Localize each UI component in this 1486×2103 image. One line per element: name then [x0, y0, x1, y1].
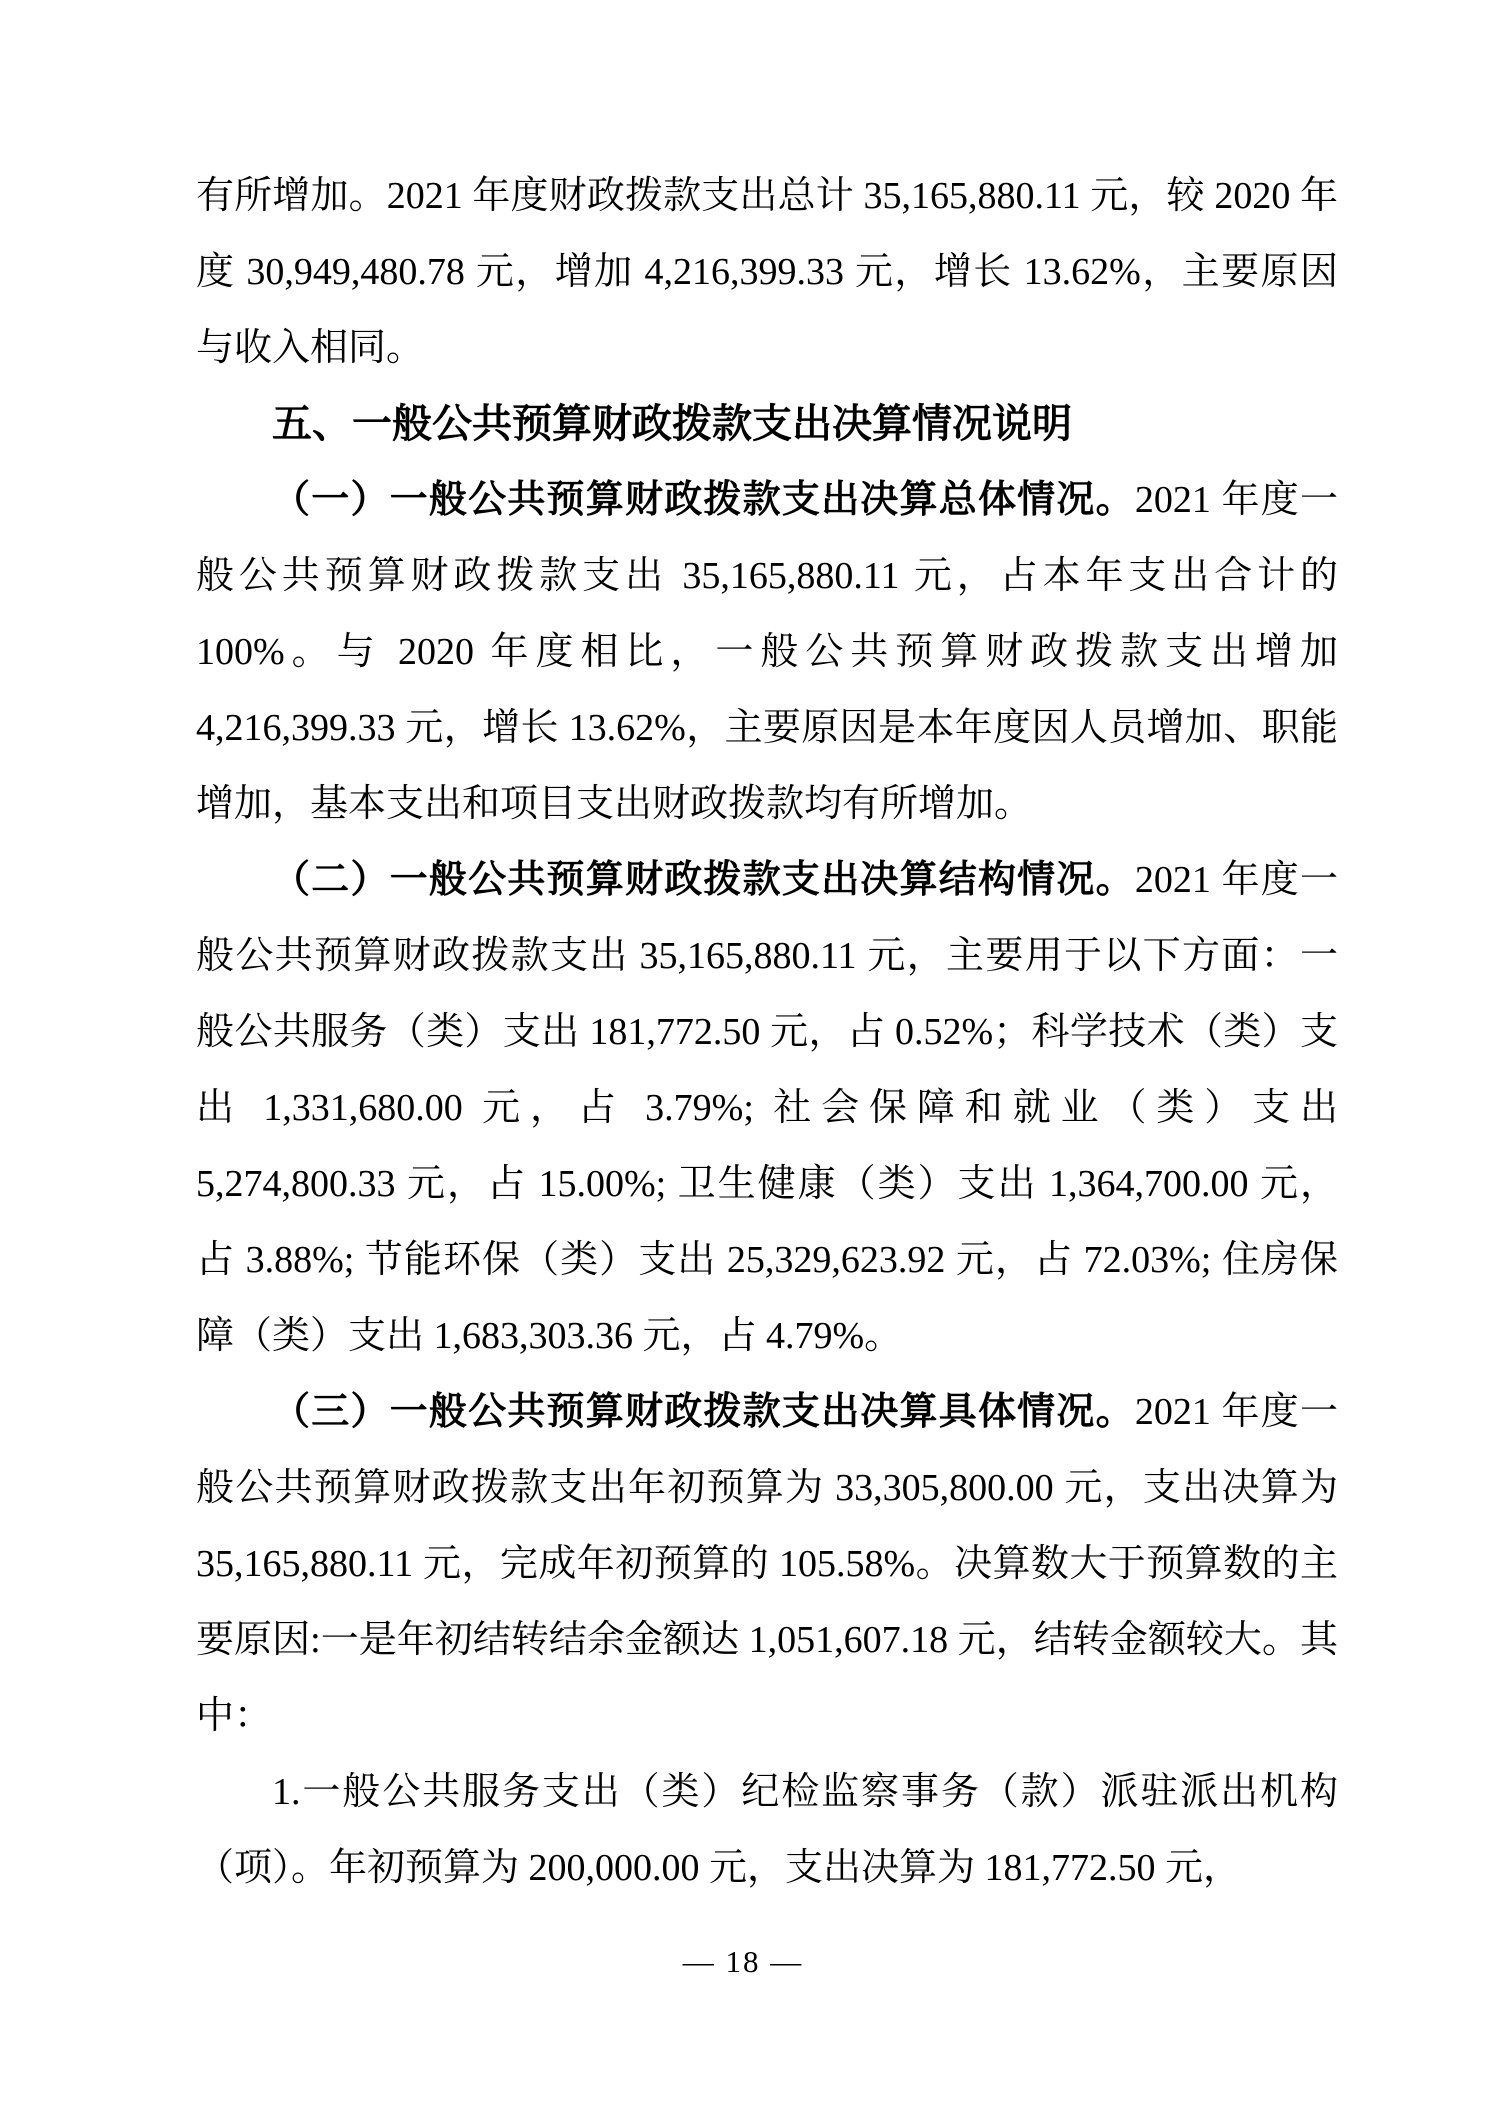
page-number: — 18 — [682, 1944, 804, 1979]
section-heading-5: 五、一般公共预算财政拨款支出决算情况说明 [272, 402, 1072, 446]
document-body [196, 158, 1338, 1906]
paragraph-continuation-text: 有所增加。2021 年度财政拨款支出总计 35,165,880.11 元，较 2020 年度 30,949,480.78 元，增加 4,216,399.33 元，增长 13.62%，主要原因与收入相同。 [196, 175, 1338, 369]
paragraph-continuation [196, 158, 1338, 386]
paragraph-item-1 [196, 1754, 1338, 1906]
paragraph-subsection-1-text: 2021 年度一般公共预算财政拨款支出 35,165,880.11 元，占本年支出合计的 100%。与 2020 年度相比，一般公共预算财政拨款支出增加 4,216,399.33 元，增长 13.62%，主要原因是本年度因人员增加、职能增加，基本支出和项目支出财政拨款均有所增加。 [196, 479, 1338, 825]
paragraph-subsection-2-lead: （二）一般公共预算财政拨款支出决算结构情况。 [272, 859, 1135, 901]
paragraph-subsection-1 [196, 462, 1338, 842]
paragraph-subsection-1-lead: （一）一般公共预算财政拨款支出决算总体情况。 [272, 479, 1135, 521]
paragraph-subsection-3 [196, 1374, 1338, 1754]
paragraph-subsection-2 [196, 842, 1338, 1374]
paragraph-subsection-3-text: 2021 年度一般公共预算财政拨款支出年初预算为 33,305,800.00 元，支出决算为 35,165,880.11 元，完成年初预算的 105.58%。决算数大于预算数的主要原因:一是年初结转结余金额达 1,051,607.18 元，结转金额较大。其中： [196, 1391, 1338, 1737]
paragraph-subsection-3-lead: （三）一般公共预算财政拨款支出决算具体情况。 [272, 1391, 1135, 1433]
paragraph-item-1-text: 1.一般公共服务支出（类）纪检监察事务（款）派驻派出机构（项）。年初预算为 200,000.00 元，支出决算为 181,772.50 元， [196, 1771, 1338, 1889]
paragraph-subsection-2-text: 2021 年度一般公共预算财政拨款支出 35,165,880.11 元，主要用于以下方面：一般公共服务（类）支出 181,772.50 元，占 0.52%；科学技术（类）支出 1,331,680.00 元，占 3.79%; 社会保障和就业（类）支出 5,274,800.33 元，占 15.00%; 卫生健康（类）支出 1,364,700.00 元，占 3.88%; 节能环保（类）支出 25,329,623.92 元，占 72.03%; 住房保障（类）支出 1,683,303.36 元，占 4.79%。 [196, 859, 1338, 1357]
